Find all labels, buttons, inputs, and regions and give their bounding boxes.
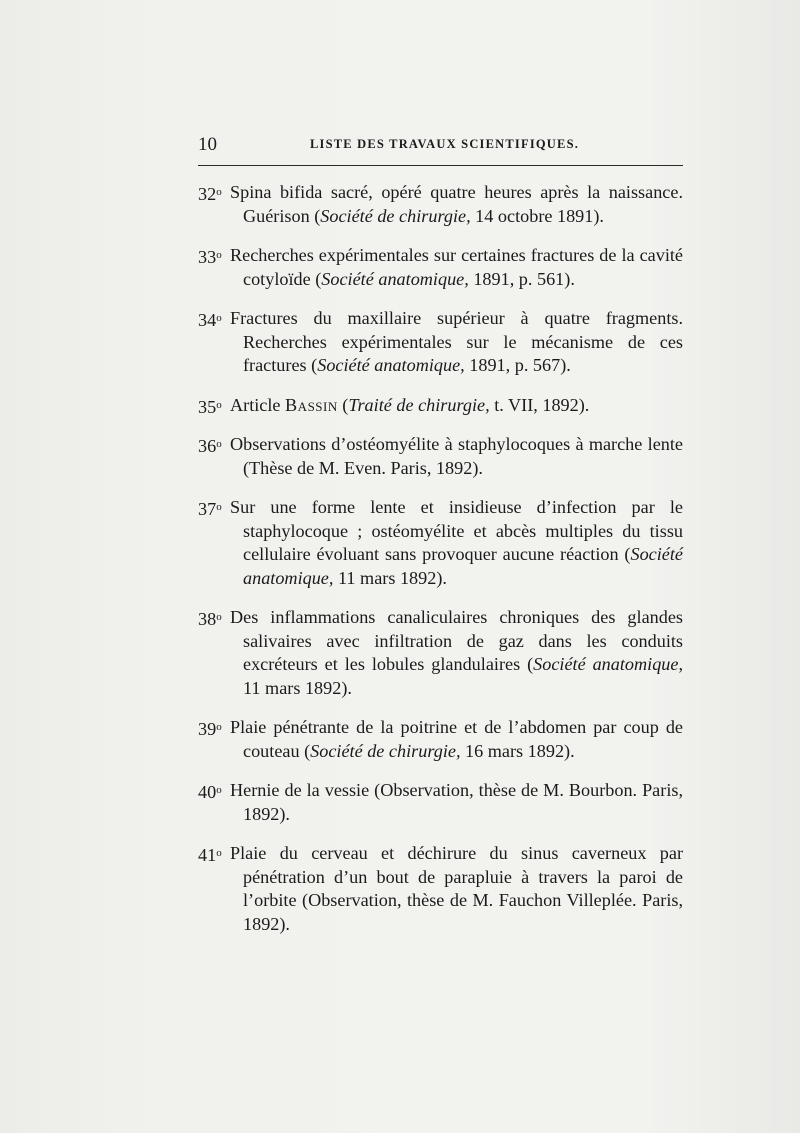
header-rule: [198, 165, 683, 166]
entry-number: 38$^o$: [198, 609, 222, 629]
entry-number: 36$^o$: [198, 436, 222, 456]
entry-number: 40$^o$: [198, 782, 222, 802]
list-item: [198, 433, 683, 480]
entry-text: Spina bifida sacré, opéré quatre heures après la naissance. Guérison (Société de chirurgie, 14 octobre 1891).: [230, 182, 683, 226]
list-item: [198, 394, 683, 418]
entry-text: Hernie de la vessie (Observation, thèse de M. Bourbon. Paris, 1892).: [230, 780, 683, 824]
entry-number: 39$^o$: [198, 719, 222, 739]
entry-text: Fractures du maxillaire supérieur à quatre fragments. Recherches expérimentales sur le mécanisme de ces fractures (Société anatomique, 1891, p. 567).: [230, 308, 683, 375]
list-item: [198, 606, 683, 700]
entry-text: Recherches expérimentales sur certaines fractures de la cavité cotyloïde (Société anatomique, 1891, p. 561).: [230, 245, 683, 289]
entry-text: Plaie pénétrante de la poitrine et de l’abdomen par coup de couteau (Société de chirurgie, 16 mars 1892).: [230, 717, 683, 761]
entry-text: Sur une forme lente et insidieuse d’infection par le staphylocoque ; ostéomyélite et abcès multiples du tissu cellulaire évoluant sans provoquer aucune réaction (Société anatomique, 11 mars 1892).: [230, 497, 683, 588]
entry-number: 37$^o$: [198, 499, 222, 519]
list-item: [198, 842, 683, 936]
entry-number: 35$^o$: [198, 396, 222, 417]
entry-text: Article Bassin (Traité de chirurgie, t. VII, 1892).: [230, 394, 590, 415]
entry-text: Plaie du cerveau et déchirure du sinus caverneux par pénétration d’un bout de parapluie à travers la paroi de l’orbite (Observation, thèse de M. Fauchon Villeplée. Paris, 1892).: [230, 843, 683, 934]
entry-number: 33$^o$: [198, 247, 222, 267]
entry-text: Observations d’ostéomyélite à staphylocoques à marche lente (Thèse de M. Even. Paris, 1892).: [230, 434, 683, 478]
entry-number: 32$^o$: [198, 184, 222, 204]
list-item: [198, 779, 683, 826]
list-item: [198, 307, 683, 378]
list-item: [198, 181, 683, 228]
page-number: 10: [198, 134, 217, 155]
page-header: [198, 132, 683, 158]
publication-list: [198, 181, 683, 952]
list-item: [198, 496, 683, 590]
list-item: [198, 716, 683, 763]
entry-number: 34$^o$: [198, 310, 222, 330]
running-title: LISTE DES TRAVAUX SCIENTIFIQUES.: [310, 137, 580, 151]
entry-text: Des inflammations canaliculaires chroniques des glandes salivaires avec infiltration de gaz dans les conduits excréteurs et les lobules glandulaires (Société anatomique, 11 mars 1892).: [230, 607, 683, 698]
entry-number: 41$^o$: [198, 845, 222, 865]
list-item: [198, 244, 683, 291]
